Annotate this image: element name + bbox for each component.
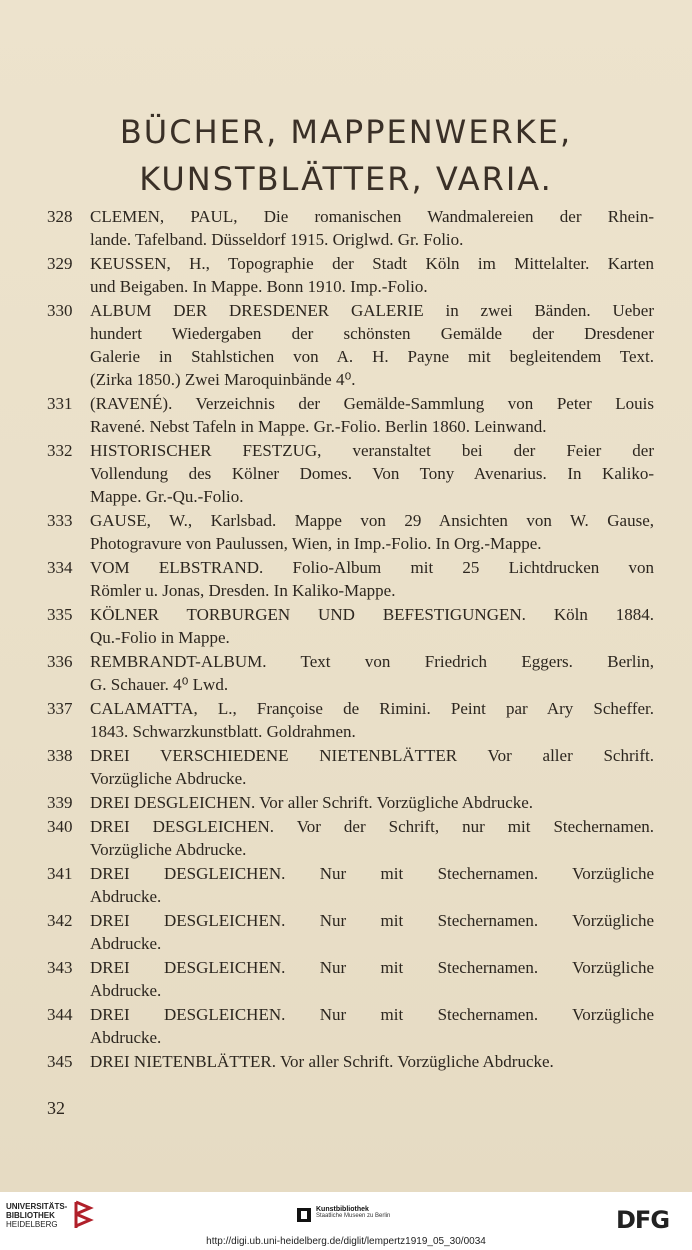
entry-line: KÖLNER TORBURGEN UND BEFESTIGUNGEN. Köln 1884. bbox=[90, 605, 654, 624]
source-url[interactable]: http://digi.ub.uni-heidelberg.de/diglit/lempertz1919_05_30/0034 bbox=[206, 1236, 486, 1247]
entry-line: Abdrucke. bbox=[90, 934, 162, 953]
entry-line: (Zirka 1850.) Zwei Maroquinbände 4⁰. bbox=[90, 370, 356, 389]
entry-line: DREI DESGLEICHEN. Vor aller Schrift. Vorzügliche Abdrucke. bbox=[90, 793, 534, 812]
kb-line-1: Kunstbibliothek bbox=[316, 1206, 369, 1213]
entry-number: 340 bbox=[47, 817, 73, 836]
uni-logo-line-3: HEIDELBERG bbox=[6, 1220, 58, 1229]
entry-line: DREI VERSCHIEDENE NIETENBLÄTTER Vor aller Schrift. bbox=[90, 746, 654, 765]
page-title-line-2: KUNSTBLÄTTER, VARIA. bbox=[139, 160, 553, 198]
entry-number: 328 bbox=[47, 207, 73, 226]
entry-number: 329 bbox=[47, 254, 73, 273]
uni-logo-line-1: UNIVERSITÄTS- bbox=[6, 1202, 68, 1211]
entry-line: 1843. Schwarzkunstblatt. Goldrahmen. bbox=[90, 722, 356, 741]
entry-line: Mappe. Gr.-Qu.-Folio. bbox=[90, 487, 244, 506]
entry-line: REMBRANDT-ALBUM. Text von Friedrich Eggers. Berlin, bbox=[90, 652, 654, 671]
entry-line: DREI DESGLEICHEN. Nur mit Stechernamen. Vorzügliche bbox=[90, 864, 654, 883]
entry-line: Abdrucke. bbox=[90, 887, 162, 906]
entry-number: 341 bbox=[47, 864, 73, 883]
entry-number: 335 bbox=[47, 605, 73, 624]
entry-line: CALAMATTA, L., Françoise de Rimini. Peint par Ary Scheffer. bbox=[90, 699, 654, 718]
entry-number: 333 bbox=[47, 511, 73, 530]
entry-line: Abdrucke. bbox=[90, 981, 162, 1000]
uni-logo-line-2: BIBLIOTHEK bbox=[6, 1211, 55, 1220]
entry-number: 343 bbox=[47, 958, 73, 977]
entry-line: HISTORISCHER FESTZUG, veranstaltet bei der Feier der bbox=[90, 441, 654, 460]
entry-line: GAUSE, W., Karlsbad. Mappe von 29 Ansichten von W. Gause, bbox=[90, 511, 654, 530]
entry-line: (RAVENÉ). Verzeichnis der Gemälde-Sammlung von Peter Louis bbox=[90, 394, 654, 413]
entry-line: Vorzügliche Abdrucke. bbox=[90, 769, 247, 788]
entry-line: Qu.-Folio in Mappe. bbox=[90, 628, 230, 647]
entry-line: DREI DESGLEICHEN. Nur mit Stechernamen. Vorzügliche bbox=[90, 1005, 654, 1024]
entry-line: Vorzügliche Abdrucke. bbox=[90, 840, 247, 859]
entry-number: 337 bbox=[47, 699, 73, 718]
dfg-logo[interactable]: DFG bbox=[616, 1206, 670, 1234]
entry-line: Vollendung des Kölner Domes. Von Tony Avenarius. In Kaliko- bbox=[90, 464, 654, 483]
entry-line: hundert Wiedergaben der schönsten Gemälde der Dresdener bbox=[90, 324, 654, 343]
entry-line: lande. Tafelband. Düsseldorf 1915. Origlwd. Gr. Folio. bbox=[90, 230, 464, 249]
footer-bar bbox=[0, 1192, 692, 1250]
entry-line: CLEMEN, PAUL, Die romanischen Wandmalereien der Rhein- bbox=[90, 207, 654, 226]
university-emblem-icon bbox=[70, 1200, 96, 1230]
entry-number: 332 bbox=[47, 441, 73, 460]
entry-line: Ravené. Nebst Tafeln in Mappe. Gr.-Folio. Berlin 1860. Leinwand. bbox=[90, 417, 547, 436]
entry-line: ALBUM DER DRESDENER GALERIE in zwei Bänden. Ueber bbox=[90, 301, 654, 320]
entry-line: Abdrucke. bbox=[90, 1028, 162, 1047]
entry-line: DREI NIETENBLÄTTER. Vor aller Schrift. Vorzügliche Abdrucke. bbox=[90, 1052, 554, 1071]
kb-line-2: Staatliche Museen zu Berlin bbox=[316, 1213, 391, 1219]
kunstbibliothek-logo[interactable] bbox=[316, 1206, 390, 1219]
entry-line: DREI DESGLEICHEN. Nur mit Stechernamen. Vorzügliche bbox=[90, 958, 654, 977]
entry-number: 336 bbox=[47, 652, 73, 671]
page-number: 32 bbox=[47, 1098, 65, 1118]
entry-line: DREI DESGLEICHEN. Vor der Schrift, nur mit Stechernamen. bbox=[90, 817, 654, 836]
entry-number: 330 bbox=[47, 301, 73, 320]
entry-number: 331 bbox=[47, 394, 73, 413]
entry-number: 334 bbox=[47, 558, 73, 577]
entry-line: und Beigaben. In Mappe. Bonn 1910. Imp.-Folio. bbox=[90, 277, 428, 296]
entry-line: VOM ELBSTRAND. Folio-Album mit 25 Lichtdrucken von bbox=[90, 558, 654, 577]
kunstbibliothek-logo-icon bbox=[297, 1208, 311, 1222]
entry-line: G. Schauer. 4⁰ Lwd. bbox=[90, 675, 229, 694]
entry-number: 338 bbox=[47, 746, 73, 765]
entry-line: DREI DESGLEICHEN. Nur mit Stechernamen. Vorzügliche bbox=[90, 911, 654, 930]
entry-line: Photogravure von Paulussen, Wien, in Imp.-Folio. In Org.-Mappe. bbox=[90, 534, 542, 553]
entry-line: Römler u. Jonas, Dresden. In Kaliko-Mappe. bbox=[90, 581, 396, 600]
entry-number: 345 bbox=[47, 1052, 73, 1071]
entry-line: KEUSSEN, H., Topographie der Stadt Köln im Mittelalter. Karten bbox=[90, 254, 654, 273]
entry-number: 339 bbox=[47, 793, 73, 812]
entry-number: 344 bbox=[47, 1005, 73, 1024]
page-title-line-1: BÜCHER, MAPPENWERKE, bbox=[119, 113, 573, 151]
entry-line: Galerie in Stahlstichen von A. H. Payne mit begleitendem Text. bbox=[90, 347, 654, 366]
entry-number: 342 bbox=[47, 911, 73, 930]
